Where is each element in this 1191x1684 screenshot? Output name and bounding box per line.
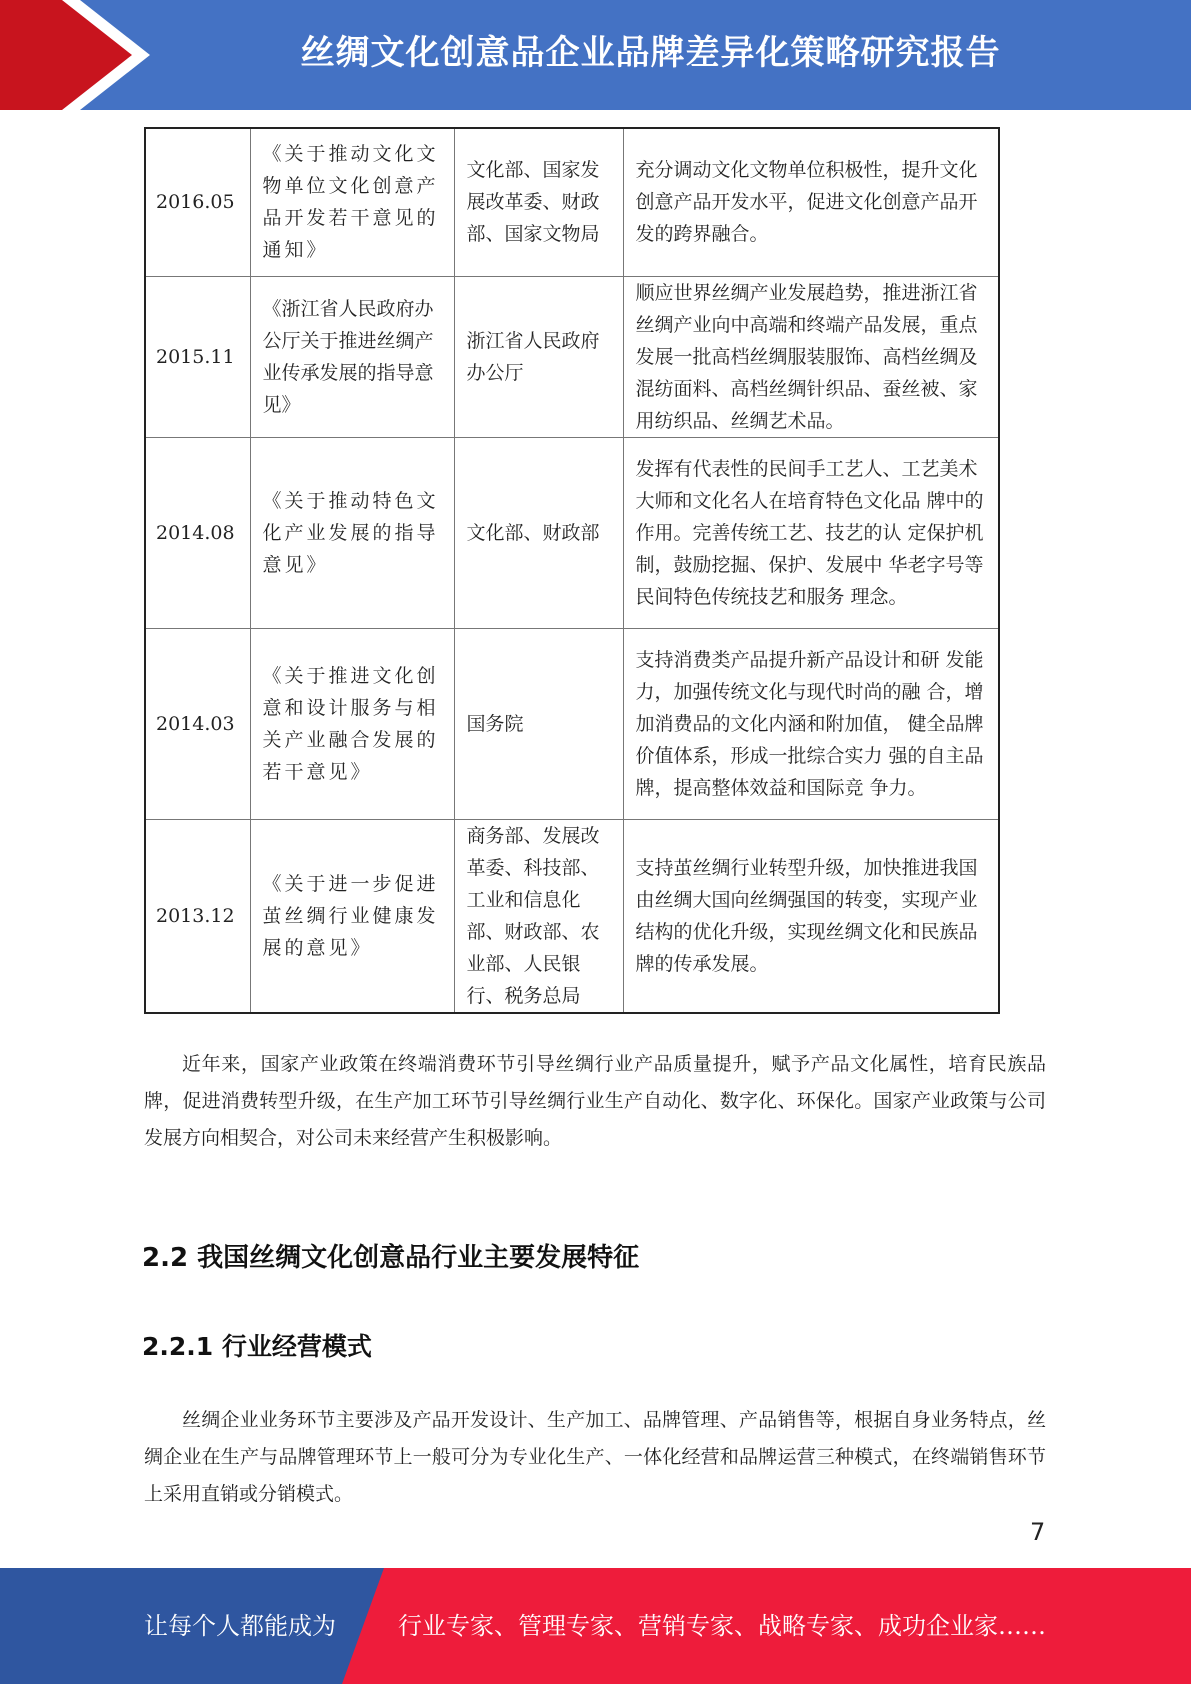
cell-document: 《关于推进文化创 意和设计服务与相 关产业融合发展的 若干意见》 [250,628,454,819]
cell-date: 2014.08 [145,437,250,628]
footer-slogan-left: 让每个人都能成为 [144,1612,336,1640]
cell-department: 国务院 [454,628,623,819]
cell-date: 2015.11 [145,276,250,437]
cell-date: 2013.12 [145,819,250,1013]
page-footer [0,1568,1191,1684]
cell-content: 顺应世界丝绸产业发展趋势，推进浙江省丝绸产业向中高端和终端产品发展，重点发展一批高档丝绸服装服饰、高档丝绸及混纺面料、高档丝绸针织品、蚕丝被、家用纺织品、丝绸艺术品。 [623,276,999,437]
body-paragraph-policy-impact: 近年来，国家产业政策在终端消费环节引导丝绸行业产品质量提升，赋予产品文化属性，培育民族品牌，促进消费转型升级，在生产加工环节引导丝绸行业生产自动化、数字化、环保化。国家产业政策与公司发展方向相契合，对公司未来经营产生积极影响。 [144,1053,1046,1149]
cell-date: 2014.03 [145,628,250,819]
header-arrow-decoration [0,0,160,110]
table-row [145,819,999,1013]
table-row [145,628,999,819]
cell-department: 商务部、发展改革委、科技部、工业和信息化部、财政部、农业部、人民银行、税务总局 [454,819,623,1013]
cell-content: 充分调动文化文物单位积极性，提升文化创意产品开发水平，促进文化创意产品开发的跨界融合。 [623,128,999,276]
cell-document: 《关于进一步促进 茧丝绸行业健康发 展的意见》 [250,819,454,1013]
cell-department: 文化部、财政部 [454,437,623,628]
cell-department: 浙江省人民政府办公厅 [454,276,623,437]
cell-content: 支持茧丝绸行业转型升级，加快推进我国由丝绸大国向丝绸强国的转变，实现产业结构的优化升级，实现丝绸文化和民族品牌的传承发展。 [623,819,999,1013]
body-paragraph-business-model: 丝绸企业业务环节主要涉及产品开发设计、生产加工、品牌管理、产品销售等，根据自身业务特点，丝绸企业在生产与品牌管理环节上一般可分为专业化生产、一体化经营和品牌运营三种模式，在终端销售环节上采用直销或分销模式。 [144,1409,1046,1505]
table-row [145,437,999,628]
cell-document: 《关于推动文化文 物单位文化创意产 品开发若干意见的 通知》 [250,128,454,276]
policy-table [144,127,1000,1014]
page-header [0,0,1191,110]
cell-department: 文化部、国家发 展改革委、财政 部、国家文物局 [454,128,623,276]
table-row [145,276,999,437]
report-title: 丝绸文化创意品企业品牌差异化策略研究报告 [300,33,1001,73]
table-row [145,128,999,276]
cell-document: 《关于推动特色文 化产业发展的指导 意见》 [250,437,454,628]
cell-content: 支持消费类产品提升新产品设计和研 发能力，加强传统文化与现代时尚的融 合，增加消费品的文化内涵和附加值， 健全品牌价值体系，形成一批综合实力 强的自主品牌，提高整体效益和国际竞 争力。 [623,628,999,819]
subsection-heading: 2.2.1 行业经营模式 [142,1332,372,1361]
footer-slogan-right: 行业专家、管理专家、营销专家、战略专家、成功企业家…… [398,1612,1046,1640]
cell-document: 《浙江省人民政府办公厅关于推进丝绸产业传承发展的指导意见》 [250,276,454,437]
cell-date: 2016.05 [145,128,250,276]
section-heading: 2.2 我国丝绸文化创意品行业主要发展特征 [142,1243,640,1273]
cell-content: 发挥有代表性的民间手工艺人、工艺美术大师和文化名人在培育特色文化品 牌中的作用。完善传统工艺、技艺的认 定保护机制，鼓励挖掘、保护、发展中 华老字号等民间特色传统技艺和服务 理念。 [623,437,999,628]
page-number: 7 [1030,1518,1046,1546]
